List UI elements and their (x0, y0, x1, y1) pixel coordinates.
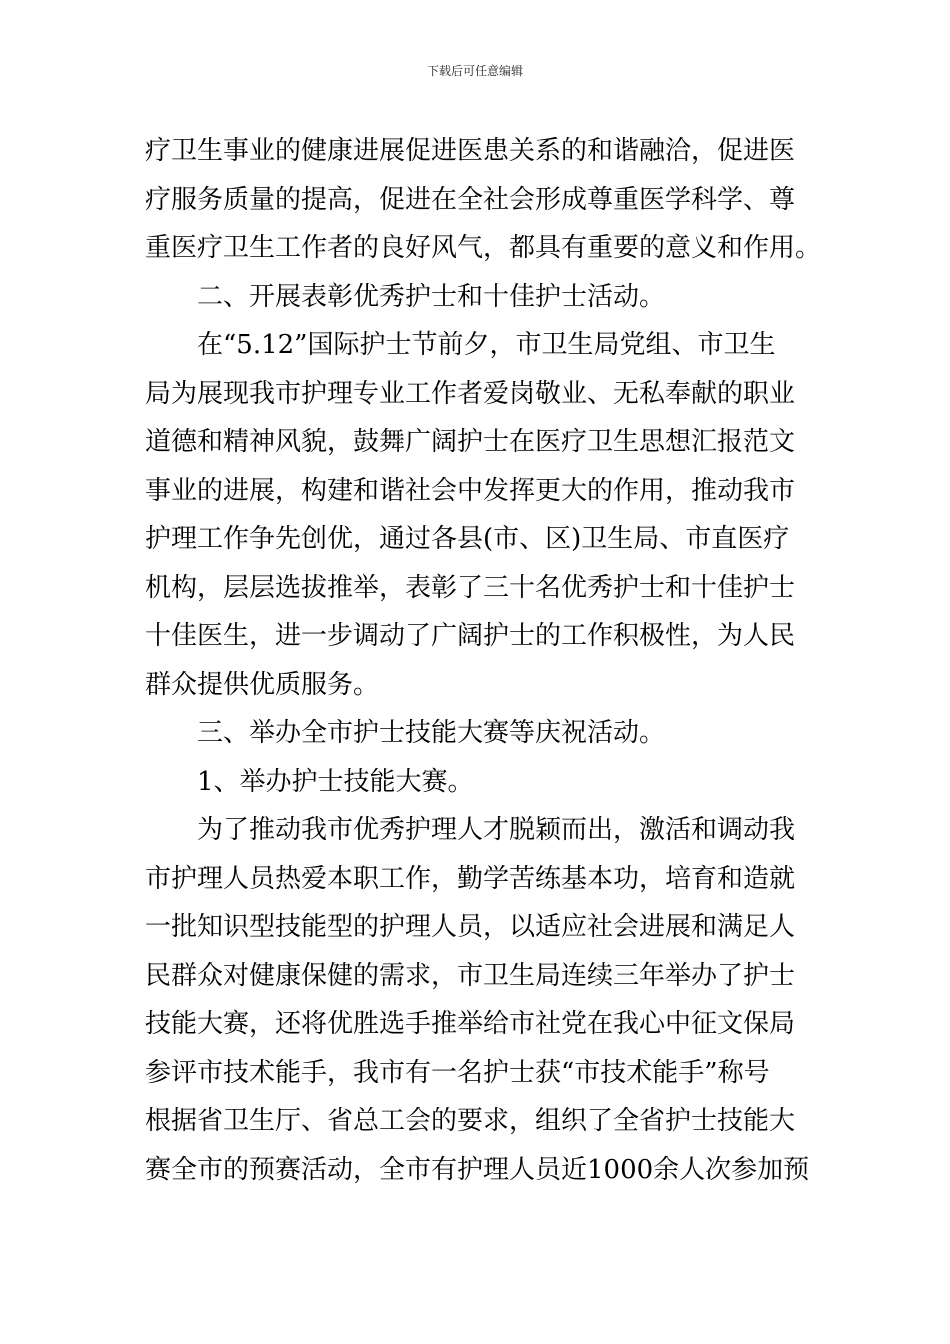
page-header: 下载后可任意编辑 (426, 64, 523, 78)
text-line: 疗服务质量的提高，促进在全社会形成尊重医学科学、尊 (145, 184, 796, 215)
text-line: 群众提供优质服务。 (145, 669, 380, 700)
text-line: 十佳医生，进一步调动了广阔护士的工作积极性，为人民 (145, 621, 796, 651)
text-line: 技能大赛，还将优胜选手推举给市社党在我心中征文保局 (145, 1009, 796, 1039)
text-line: 为了推动我市优秀护理人才脱颖而出，激活和调动我 (197, 815, 796, 845)
text-line: 市护理人员热爱本职工作，勤学苦练基本功，培育和造就 (145, 863, 796, 894)
text-line: 赛全市的预赛活动，全市有护理人员近1000余人次参加预 (145, 1154, 810, 1185)
section-heading-3: 三、举办全市护士技能大赛等庆祝活动。 (197, 718, 666, 748)
text-line: 机构，层层选拔推举，表彰了三十名优秀护士和十佳护士 (145, 572, 796, 603)
section-heading-2: 二、开展表彰优秀护士和十佳护士活动。 (197, 281, 666, 312)
text-line: 局为展现我市护理专业工作者爱岗敬业、无私奉献的职业 (145, 378, 796, 409)
text-line: 参评市技术能手，我市有一名护士获“市技术能手”称号 (145, 1057, 770, 1088)
text-line: 重医疗卫生工作者的良好风气，都具有重要的意义和作用。 (145, 233, 822, 263)
body-text (145, 127, 822, 1194)
text-line: 在“5.12”国际护士节前夕，市卫生局党组、市卫生 (197, 330, 776, 360)
text-line: 道德和精神风貌，鼓舞广阔护士在医疗卫生思想汇报范文 (145, 427, 796, 457)
text-line: 疗卫生事业的健康进展促进医患关系的和谐融洽，促进医 (145, 136, 796, 166)
subsection-heading: 1、举办护士技能大赛。 (197, 766, 474, 797)
text-line: 根据省卫生厅、省总工会的要求，组织了全省护士技能大 (145, 1106, 796, 1136)
text-line: 一批知识型技能型的护理人员，以适应社会进展和满足人 (145, 912, 796, 942)
text-line: 护理工作争先创优，通过各县(市、区)卫生局、市直医疗 (145, 524, 790, 554)
text-line: 民群众对健康保健的需求，市卫生局连续三年举办了护士 (145, 960, 796, 991)
text-line: 事业的进展，构建和谐社会中发挥更大的作用，推动我市 (145, 475, 796, 506)
